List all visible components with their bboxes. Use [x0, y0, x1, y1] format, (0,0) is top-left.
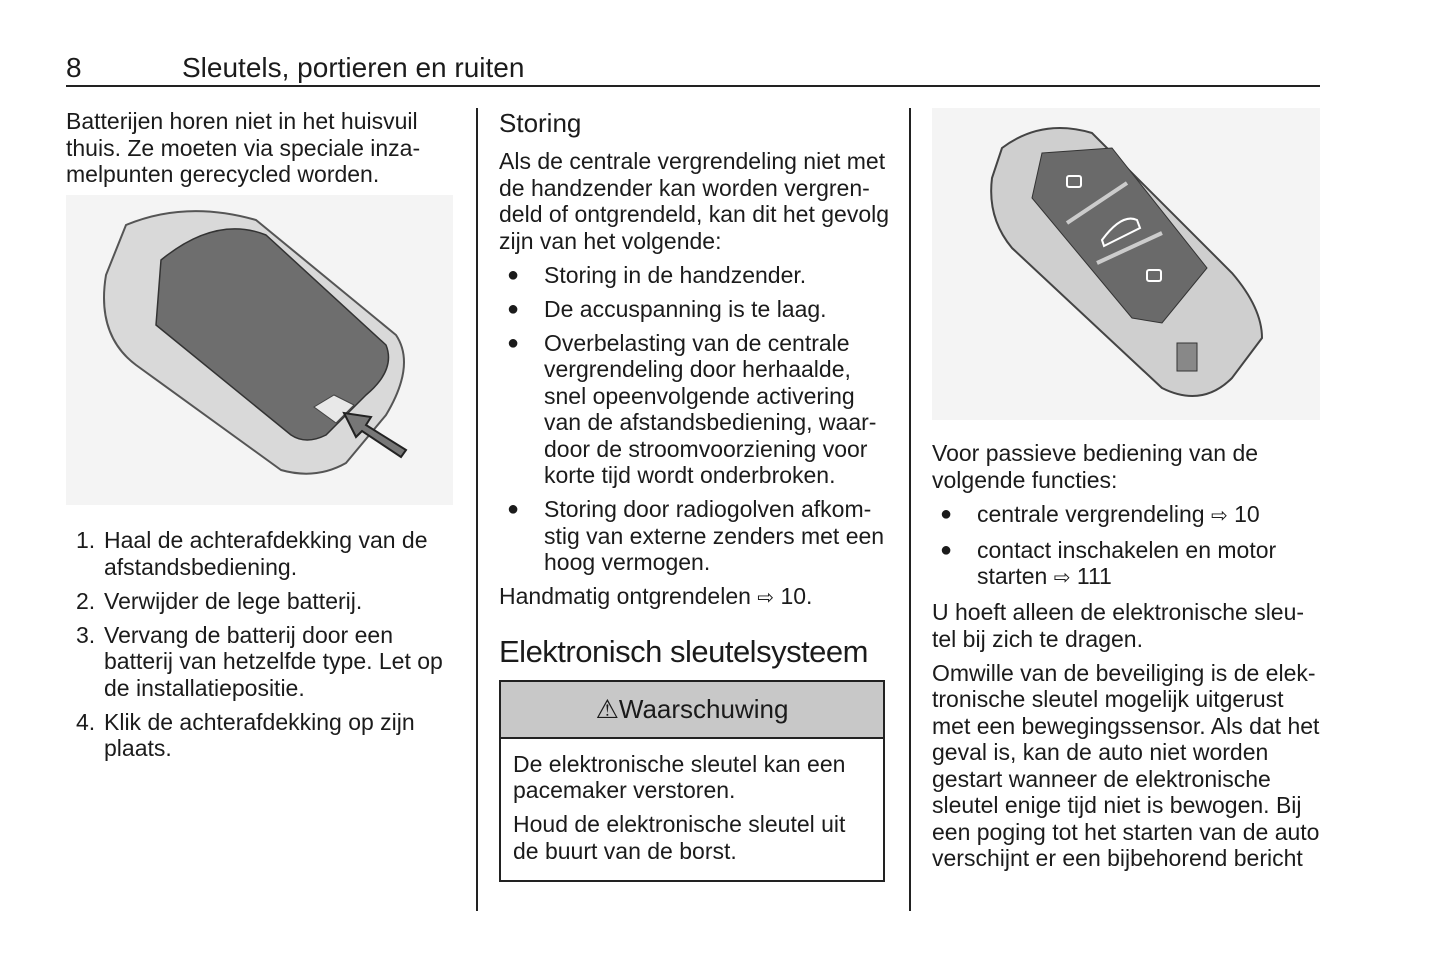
storing-intro: Als de centrale vergrendeling niet met de handzender kan worden vergren-deld of ontgrendeld, kan dit het gevolg zijn van het volgende: [499, 148, 890, 254]
column-divider [909, 108, 911, 911]
electronic-key-illustration [932, 108, 1320, 420]
list-item: ● Storing door radiogolven afkom-stig van externe zenders met een hoog vermogen. [507, 496, 885, 575]
list-item: ● centrale vergrendeling ⇨ 10 [940, 500, 1260, 527]
column-divider [476, 108, 478, 911]
battery-cover-illustration [66, 195, 453, 505]
section-heading-storing: Storing [499, 108, 582, 138]
warning-text: Houd de elektronische sleutel uit de buurt van de borst. [513, 811, 846, 864]
page-link[interactable]: 111 [1076, 563, 1112, 589]
list-item: ● De accuspanning is te laag. [507, 295, 827, 322]
page-link[interactable]: 10. [780, 583, 813, 609]
warning-title: Waarschuwing [618, 693, 789, 724]
xref-arrow-icon: ⇨ [1053, 567, 1071, 589]
warning-icon: ⚠ [595, 693, 619, 724]
warning-text: De elektronische sleutel kan een pacemaker verstoren. [513, 750, 846, 803]
list-item: ● contact inschakelen en motor starten ⇨ 111 [940, 536, 1277, 589]
paragraph: Omwille van de beveiliging is de elek-tronische sleutel mogelijk uitgerust met een bewegingssensor. Als dat het geval is, kan de auto niet worden gestart wanneer de elektronische sleutel enige tijd niet is bewogen. Bij een poging tot het starten van de auto verschijnt er een bijbehorend bericht [932, 659, 1320, 871]
header-rule [66, 85, 1320, 87]
list-item: ● Overbelasting van de centrale vergrendeling door herhaalde, snel opeenvolgende activering van de afstandsbediening, waar-door de stroomvoorziening voor korte tijd wordt onderbroken. [507, 329, 877, 488]
intro-paragraph: Batterijen horen niet in het huisvuil thuis. Ze moeten via speciale inza-melpunten gerecycled worden. [66, 108, 421, 187]
manual-unlock-reference: Handmatig ontgrendelen ⇨ 10. [499, 583, 813, 609]
list-item: 2. Verwijder de lege batterij. [76, 587, 363, 614]
page-link[interactable]: 10 [1234, 500, 1260, 527]
list-item: 3. Vervang de batterij door een batterij van hetzelfde type. Let op de installatiepositie. [76, 621, 443, 701]
section-heading-electronic-key: Elektronisch sleutelsysteem [499, 633, 868, 669]
xref-arrow-icon: ⇨ [757, 587, 775, 609]
passive-intro: Voor passieve bediening van de volgende functies: [932, 440, 1259, 493]
page-title: Sleutels, portieren en ruiten [182, 52, 525, 83]
list-item: 4. Klik de achterafdekking op zijn plaats. [76, 708, 415, 761]
warning-box [499, 680, 885, 882]
page-number: 8 [66, 52, 82, 83]
paragraph: U hoeft alleen de elektronische sleu-tel bij zich te dragen. [932, 599, 1305, 652]
xref-arrow-icon: ⇨ [1210, 504, 1228, 527]
list-item: ● Storing in de handzender. [507, 261, 807, 288]
list-item: 1. Haal de achterafdekking van de afstandsbediening. [76, 527, 428, 580]
